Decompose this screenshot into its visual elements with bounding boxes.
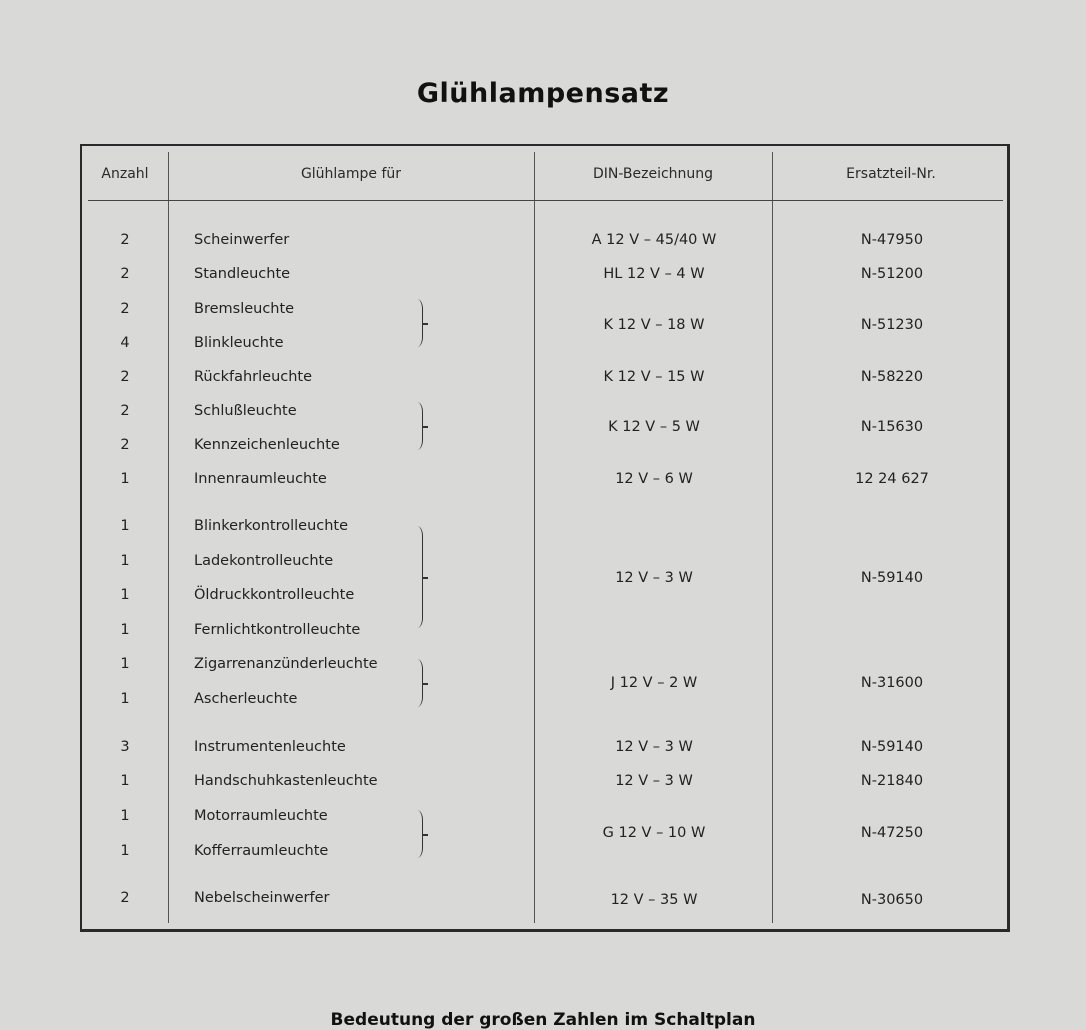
header-count: Anzahl — [101, 166, 149, 182]
row-lamp: Blinkerkontrolleuchte — [194, 518, 349, 534]
part-number: N-51230 — [860, 317, 924, 333]
lamp-table — [80, 144, 1010, 932]
row-lamp: Motorraumleuchte — [194, 808, 328, 824]
row-count: 1 — [120, 773, 130, 789]
row-lamp: Fernlichtkontrolleuchte — [194, 622, 361, 638]
part-number: N-15630 — [860, 419, 924, 435]
row-count: 2 — [120, 890, 130, 906]
din-designation: K 12 V – 15 W — [603, 369, 705, 385]
row-lamp: Nebelscheinwerfer — [194, 890, 330, 906]
part-number: N-58220 — [860, 369, 924, 385]
row-lamp: Kennzeichenleuchte — [194, 437, 340, 453]
din-designation: HL 12 V – 4 W — [603, 266, 705, 282]
row-lamp: Standleuchte — [194, 266, 291, 282]
row-count: 4 — [120, 335, 130, 351]
part-number: 12 24 627 — [855, 471, 929, 487]
row-count: 1 — [120, 691, 130, 707]
row-count: 1 — [120, 808, 130, 824]
footer-heading: Bedeutung der großen Zahlen im Schaltplan — [330, 1010, 756, 1030]
part-number: N-31600 — [860, 675, 924, 691]
row-count: 1 — [120, 843, 130, 859]
row-count: 2 — [120, 232, 130, 248]
row-count: 2 — [120, 301, 130, 317]
row-lamp: Öldruckkontrolleuchte — [194, 587, 355, 603]
din-designation: 12 V – 6 W — [615, 471, 693, 487]
row-count: 1 — [120, 553, 130, 569]
row-lamp: Handschuhkastenleuchte — [194, 773, 378, 789]
part-number: N-59140 — [860, 570, 924, 586]
row-lamp: Ascherleuchte — [194, 691, 298, 707]
row-lamp: Innenraumleuchte — [194, 471, 327, 487]
row-lamp: Instrumentenleuchte — [194, 739, 346, 755]
row-count: 1 — [120, 656, 130, 672]
header-rule — [88, 200, 1003, 201]
column-divider — [168, 152, 169, 923]
din-designation: J 12 V – 2 W — [610, 675, 698, 691]
row-lamp: Kofferraumleuchte — [194, 843, 329, 859]
header-lamp: Glühlampe für — [300, 166, 402, 182]
din-designation: 12 V – 35 W — [610, 892, 698, 908]
din-designation: 12 V – 3 W — [615, 570, 693, 586]
row-lamp: Bremsleuchte — [194, 301, 295, 317]
part-number: N-59140 — [860, 739, 924, 755]
row-count: 2 — [120, 369, 130, 385]
page-title: Glühlampensatz — [416, 78, 670, 109]
din-designation: A 12 V – 45/40 W — [591, 232, 717, 248]
part-number: N-51200 — [860, 266, 924, 282]
row-lamp: Rückfahrleuchte — [194, 369, 313, 385]
row-count: 1 — [120, 518, 130, 534]
row-count: 1 — [120, 471, 130, 487]
group-brace — [416, 659, 423, 707]
din-designation: G 12 V – 10 W — [602, 825, 706, 841]
row-count: 2 — [120, 403, 130, 419]
header-part: Ersatzteil-Nr. — [846, 166, 936, 182]
row-lamp: Schlußleuchte — [194, 403, 297, 419]
row-count: 2 — [120, 266, 130, 282]
row-lamp: Blinkleuchte — [194, 335, 284, 351]
part-number: N-21840 — [860, 773, 924, 789]
row-lamp: Ladekontrolleuchte — [194, 553, 334, 569]
row-count: 1 — [120, 587, 130, 603]
din-designation: K 12 V – 18 W — [603, 317, 705, 333]
row-count: 2 — [120, 437, 130, 453]
group-brace — [416, 526, 423, 628]
row-count: 3 — [120, 739, 130, 755]
row-count: 1 — [120, 622, 130, 638]
din-designation: 12 V – 3 W — [615, 773, 693, 789]
group-brace — [416, 810, 423, 858]
group-brace — [416, 299, 423, 347]
din-designation: K 12 V – 5 W — [608, 419, 700, 435]
row-lamp: Zigarrenanzünderleuchte — [194, 656, 378, 672]
part-number: N-47250 — [860, 825, 924, 841]
header-din: DIN-Bezeichnung — [592, 166, 714, 182]
row-lamp: Scheinwerfer — [194, 232, 290, 248]
part-number: N-30650 — [860, 892, 924, 908]
part-number: N-47950 — [860, 232, 924, 248]
column-divider — [534, 152, 535, 923]
group-brace — [416, 402, 423, 450]
din-designation: 12 V – 3 W — [615, 739, 693, 755]
column-divider — [772, 152, 773, 923]
